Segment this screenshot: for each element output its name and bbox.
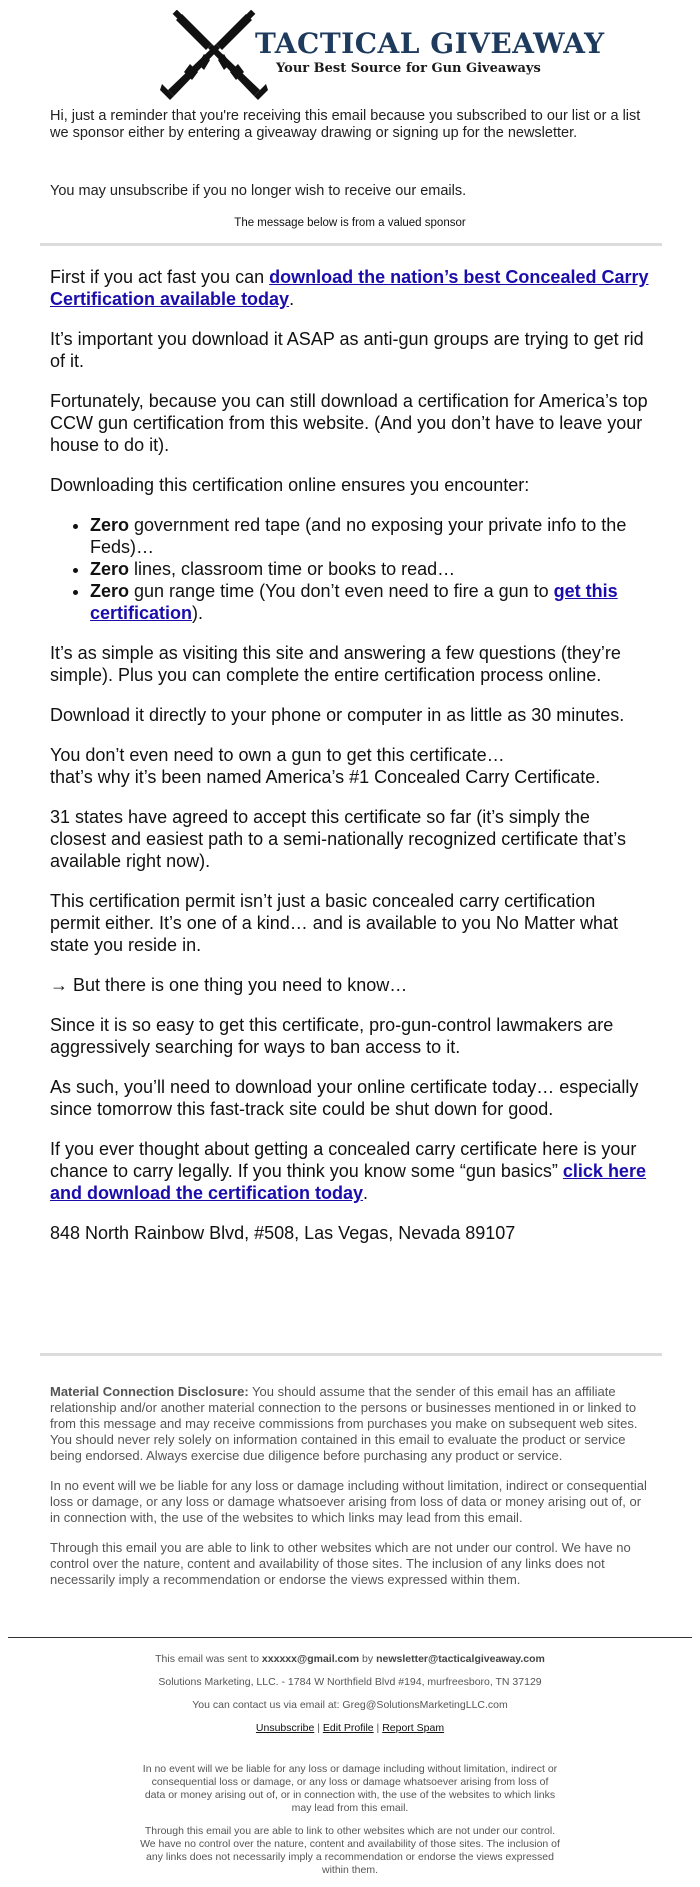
p7-line1: You don’t even need to own a gun to get this certificate… xyxy=(50,745,505,765)
bullet-bold: Zero xyxy=(90,581,130,601)
intro-reminder xyxy=(50,108,650,142)
paragraph-7 xyxy=(50,744,650,788)
bullet-bold: Zero xyxy=(90,559,130,579)
paragraph-13 xyxy=(50,1138,650,1204)
sent-prefix: This email was sent to xyxy=(155,1653,262,1665)
paragraph-12: As such, you’ll need to download your online certificate today… especially since tomorrow this fast-track site could be shut down for good. xyxy=(50,1077,639,1119)
sent-to-line xyxy=(0,1652,700,1666)
sponsor-note: The message below is from a valued sponsor xyxy=(234,217,466,229)
unsubscribe-link[interactable]: Unsubscribe xyxy=(255,1722,315,1734)
liability-text: In no event will we be liable for any loss or damage including without limitation, indirect or consequential loss or damage, or any loss or damage whatsoever arising from loss of data or money arising out of, or in connection with, the use of the websites to which links may lead from this email. xyxy=(50,1478,647,1525)
paragraph-3: Fortunately, because you can still download a certification for America’s top CCW gun certification from this website. (And you don’t have to leave your house to do it). xyxy=(50,391,648,455)
bullet-end: ). xyxy=(192,603,204,623)
sender-email: newsletter@tacticalgiveaway.com xyxy=(376,1653,545,1665)
edit-profile-link[interactable]: Edit Profile xyxy=(322,1722,374,1734)
fine-links: Through this email you are able to link to other websites which are not under our control. We have no control over the nature, content and availability of those sites. The inclusion of any links does not necessarily imply a recommendation or endorse the views expressed within them. xyxy=(140,1825,560,1876)
download-certification-link[interactable]: click here and download the certification today xyxy=(50,1161,646,1203)
link-separator: | xyxy=(373,1722,383,1734)
unsubscribe-note: You may unsubscribe if you no longer wish to receive our emails. xyxy=(50,183,467,199)
list-item xyxy=(90,514,650,558)
sponsor-message xyxy=(50,266,650,1262)
get-certification-link[interactable]: get this certification xyxy=(90,581,618,623)
email-footer xyxy=(0,1652,700,1887)
bullet-text: government red tape (and no exposing your private info to the Feds)… xyxy=(90,515,627,557)
paragraph-10: → But there is one thing you need to know… xyxy=(50,975,408,995)
link-separator: | xyxy=(314,1722,323,1734)
paragraph-11: Since it is so easy to get this certificate, pro-gun-control lawmakers are aggressively searching for ways to ban access to it. xyxy=(50,1015,614,1057)
paragraph-8: 31 states have agreed to accept this certificate so far (it’s simply the closest and easiest path to a semi-nationally recognized certificate that’s available right now). xyxy=(50,807,626,871)
p13-text: If you ever thought about getting a concealed carry certificate here is your chance to carry legally. If you think you know some “gun basics” xyxy=(50,1139,637,1181)
footer-links xyxy=(0,1721,700,1735)
material-connection-disclosure xyxy=(50,1384,650,1464)
certification-link[interactable]: download the nation’s best Concealed Carry Certification available today xyxy=(50,267,649,309)
list-item xyxy=(90,558,650,580)
recipient-email: xxxxxx@gmail.com xyxy=(261,1653,360,1665)
sent-by: by xyxy=(359,1653,377,1665)
paragraph-4: Downloading this certification online ensures you encounter: xyxy=(50,475,530,495)
disclosure-text: You should assume that the sender of this email has an affiliate relationship and/or another material connection to the persons or businesses mentioned in or linked to from this message and may receive commissions from purchases you make on subsequent web sites. You should never rely solely on information contained in this email to evaluate the product or service being endorsed. Always exercise due diligence before purchasing any product or service. xyxy=(50,1384,638,1463)
contact-line: You can contact us via email at: Greg@SolutionsMarketingLLC.com xyxy=(192,1699,508,1711)
logo-subtitle: Your Best Source for Gun Giveaways xyxy=(276,61,541,76)
sponsor-address: 848 North Rainbow Blvd, #508, Las Vegas, Nevada 89107 xyxy=(50,1223,516,1243)
list-item xyxy=(90,580,650,624)
p13-end: . xyxy=(363,1183,369,1203)
disclosure-section xyxy=(50,1384,650,1602)
disclosure-heading: Material Connection Disclosure: xyxy=(50,1384,249,1399)
external-links-text: Through this email you are able to link to other websites which are not under our control. We have no control over the nature, content and availability of those sites. The inclusion of any links does not necessarily imply a recommendation or endorse the views expressed within them. xyxy=(50,1540,631,1587)
footer-fine-print xyxy=(140,1763,560,1877)
paragraph-2: It’s important you download it ASAP as anti-gun groups are trying to get rid of it. xyxy=(50,329,644,371)
divider xyxy=(40,1353,662,1356)
report-spam-link[interactable]: Report Spam xyxy=(382,1722,445,1734)
crossed-rifles-icon xyxy=(160,10,270,100)
bullet-bold: Zero xyxy=(90,515,130,535)
p7-line2: that’s why it’s been named America’s #1 Concealed Carry Certificate. xyxy=(50,767,601,787)
p1-text: First if you act fast you can xyxy=(50,267,270,287)
paragraph-5: It’s as simple as visiting this site and answering a few questions (they’re simple). Plus you can complete the entire certification process online. xyxy=(50,643,621,685)
divider xyxy=(40,243,662,246)
paragraph-6: Download it directly to your phone or computer in as little as 30 minutes. xyxy=(50,705,625,725)
footer-divider xyxy=(8,1637,692,1638)
paragraph-9: This certification permit isn’t just a basic concealed carry certification permit either. It’s one of a kind… and is available to you No Matter what state you reside in. xyxy=(50,891,618,955)
reminder-text: Hi, just a reminder that you're receiving this email because you subscribed to our list or a list we sponsor either by entering a giveaway drawing or signing up for the newsletter. xyxy=(50,108,641,141)
logo-title: TACTICAL GIVEAWAY xyxy=(255,27,605,60)
tactical-giveaway-logo xyxy=(160,10,605,100)
company-address: Solutions Marketing, LLC. - 1784 W Northfield Blvd #194, murfreesboro, TN 37129 xyxy=(158,1676,542,1688)
bullet-text: gun range time (You don’t even need to fire a gun to xyxy=(129,581,554,601)
benefits-list xyxy=(50,514,650,624)
fine-liability: In no event will we be liable for any loss or damage including without limitation, indirect or consequential loss or damage, or any loss or damage whatsoever arising from loss of data or money arising out of, or in connection with, the use of the websites to which links may lead from this email. xyxy=(142,1763,558,1814)
bullet-text: lines, classroom time or books to read… xyxy=(129,559,456,579)
paragraph-1 xyxy=(50,266,650,310)
p1-end: . xyxy=(289,289,295,309)
